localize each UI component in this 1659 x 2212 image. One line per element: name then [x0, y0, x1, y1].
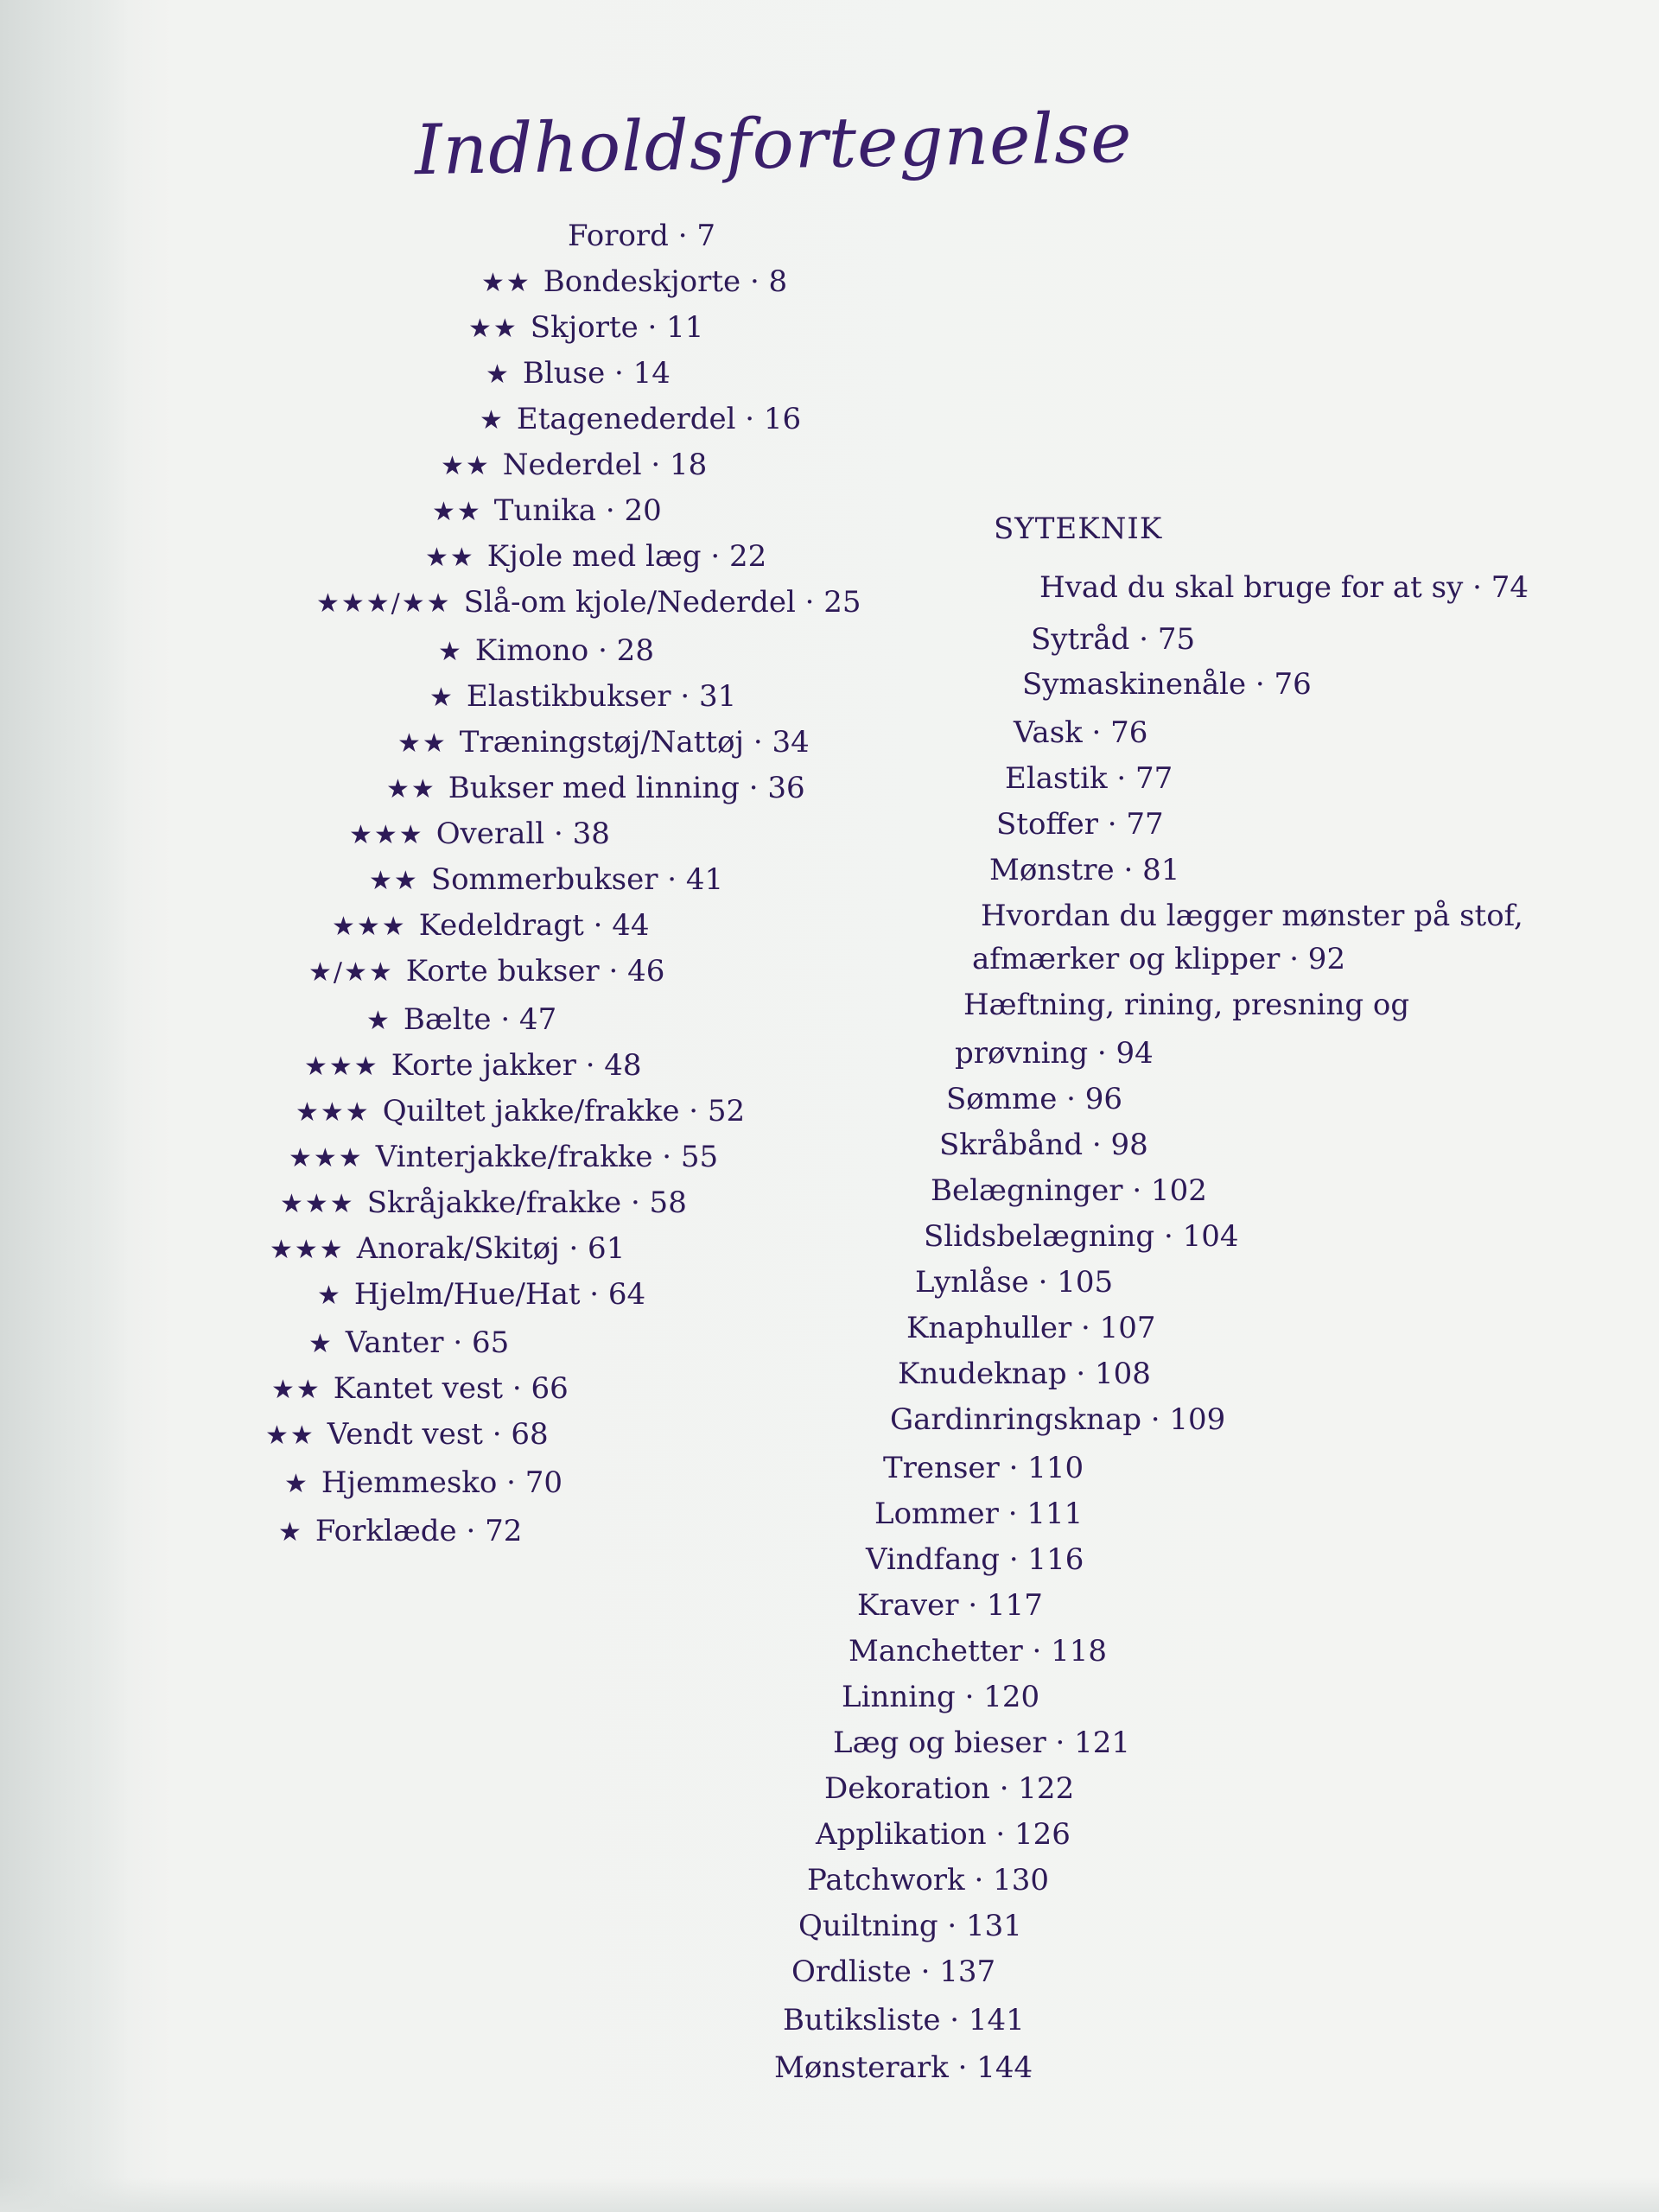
- toc-item: [265, 1417, 549, 1453]
- difficulty-stars: ★★★: [349, 820, 424, 850]
- toc-item: [386, 771, 805, 807]
- toc-item: [429, 679, 736, 715]
- toc-item: [289, 1140, 718, 1176]
- difficulty-stars: ★★★/★★: [316, 588, 452, 619]
- toc-item: [432, 493, 662, 530]
- page-title: Indholdsfortegnelse: [414, 97, 1134, 191]
- toc-item-label: Kantet vest · 66: [333, 1371, 569, 1406]
- toc-item-label: Forord · 7: [568, 219, 715, 253]
- difficulty-stars: ★★: [468, 314, 518, 344]
- difficulty-stars: ★★: [432, 497, 482, 527]
- toc-item: prøvning · 94: [955, 1036, 1154, 1071]
- toc-item-label: Kimono · 28: [474, 633, 654, 668]
- toc-item: [486, 356, 671, 392]
- toc-item: Manchetter · 118: [849, 1634, 1108, 1669]
- toc-item: Applikation · 126: [816, 1817, 1071, 1852]
- toc-item: Linning · 120: [842, 1680, 1040, 1714]
- toc-item: [270, 1231, 625, 1268]
- difficulty-stars: ★★★: [270, 1235, 345, 1265]
- toc-item-label: Kjole med læg · 22: [486, 539, 767, 574]
- toc-item: [278, 1514, 522, 1550]
- toc-item: Knudeknap · 108: [898, 1357, 1151, 1391]
- toc-item: Trenser · 110: [883, 1451, 1084, 1485]
- toc-item: Skråbånd · 98: [939, 1128, 1148, 1162]
- toc-item: Vask · 76: [1014, 715, 1148, 750]
- difficulty-stars: ★: [278, 1517, 303, 1548]
- difficulty-stars: ★: [366, 1006, 391, 1036]
- toc-item-label: Træningstøj/Nattøj · 34: [459, 725, 810, 760]
- difficulty-stars: ★★: [271, 1375, 321, 1405]
- toc-item: Patchwork · 130: [807, 1863, 1049, 1897]
- toc-item-label: Forklæde · 72: [315, 1514, 523, 1548]
- toc-item: Hvad du skal bruge for at sy · 74: [1039, 570, 1529, 605]
- difficulty-stars: ★★: [441, 451, 491, 481]
- toc-item-label: Elastikbukser · 31: [466, 679, 737, 714]
- toc-item: afmærker og klipper · 92: [972, 942, 1346, 976]
- toc-item: Gardinringsknap · 109: [890, 1402, 1226, 1437]
- toc-item: [397, 725, 810, 761]
- toc-item-label: Vanter · 65: [345, 1325, 510, 1360]
- toc-item-label: Vendt vest · 68: [327, 1417, 549, 1452]
- difficulty-stars: ★: [284, 1469, 309, 1499]
- toc-item-label: Bukser med linning · 36: [448, 771, 805, 805]
- toc-item: [369, 862, 723, 899]
- toc-item: [317, 1277, 645, 1313]
- toc-item: [366, 1002, 556, 1039]
- toc-item: Lynlåse · 105: [915, 1265, 1114, 1300]
- toc-item: Quiltning · 131: [798, 1909, 1022, 1943]
- difficulty-stars: ★★: [265, 1421, 315, 1451]
- toc-item-label: Hjelm/Hue/Hat · 64: [353, 1277, 646, 1312]
- toc-item-label: Vinterjakke/frakke · 55: [375, 1140, 719, 1174]
- difficulty-stars: ★: [308, 1329, 334, 1359]
- difficulty-stars: ★★: [369, 866, 419, 896]
- toc-item: Slidsbelægning · 104: [924, 1219, 1239, 1254]
- toc-item: [349, 817, 610, 853]
- toc-item: Sømme · 96: [946, 1082, 1123, 1116]
- difficulty-stars: ★★★: [304, 1052, 379, 1082]
- toc-item: Belægninger · 102: [931, 1173, 1207, 1208]
- difficulty-stars: ★: [480, 405, 505, 435]
- toc-item: Knaphuller · 107: [906, 1311, 1156, 1345]
- toc-item-label: Korte bukser · 46: [405, 954, 665, 988]
- toc-item-label: Etagenederdel · 16: [516, 402, 802, 436]
- toc-item: [308, 954, 664, 990]
- toc-item: Symaskinenåle · 76: [1022, 667, 1312, 702]
- toc-item: [280, 1185, 687, 1222]
- difficulty-stars: ★★★: [280, 1189, 355, 1219]
- toc-item: Dekoration · 122: [824, 1771, 1075, 1806]
- toc-item: Elastik · 77: [1005, 761, 1173, 796]
- toc-item-label: Tunika · 20: [493, 493, 662, 528]
- difficulty-stars: ★★★: [289, 1143, 364, 1173]
- difficulty-stars: ★: [486, 359, 511, 390]
- toc-item-label: Sommerbukser · 41: [430, 862, 724, 897]
- toc-item: [441, 448, 707, 484]
- section-heading-syteknik: SYTEKNIK: [994, 512, 1163, 546]
- toc-item: Mønstre · 81: [989, 853, 1180, 887]
- toc-item-label: Hjemmesko · 70: [321, 1465, 563, 1500]
- toc-item: [438, 633, 654, 670]
- toc-item: Sytråd · 75: [1031, 622, 1196, 657]
- difficulty-stars: ★★: [425, 543, 475, 573]
- toc-item: [556, 219, 715, 255]
- difficulty-stars: ★★: [481, 268, 531, 298]
- difficulty-stars: ★★★: [296, 1097, 371, 1128]
- toc-item: Mønsterark · 144: [774, 2050, 1033, 2085]
- toc-item: [468, 310, 703, 346]
- toc-item: [332, 908, 649, 944]
- book-gutter-shadow: [0, 0, 130, 2212]
- toc-item-label: Skråjakke/frakke · 58: [366, 1185, 687, 1220]
- toc-item: Vindfang · 116: [866, 1542, 1084, 1577]
- toc-item: [304, 1048, 642, 1084]
- toc-item: [481, 264, 787, 301]
- difficulty-stars: ★: [429, 683, 454, 713]
- toc-item: [296, 1094, 745, 1130]
- toc-item: Ordliste · 137: [791, 1955, 996, 1989]
- toc-item-label: Anorak/Skitøj · 61: [356, 1231, 626, 1266]
- toc-item-label: Bondeskjorte · 8: [543, 264, 788, 299]
- difficulty-stars: ★★★: [332, 912, 407, 942]
- toc-item: Lommer · 111: [874, 1497, 1084, 1531]
- difficulty-stars: ★: [438, 637, 463, 667]
- page-bottom-shadow: [0, 2177, 1659, 2212]
- toc-item-label: Quiltet jakke/frakke · 52: [382, 1094, 746, 1128]
- toc-item-label: Slå-om kjole/Nederdel · 25: [463, 585, 861, 620]
- toc-item: [425, 539, 766, 575]
- difficulty-stars: ★★: [386, 774, 436, 804]
- difficulty-stars: ★/★★: [308, 957, 394, 988]
- toc-item-label: Kedeldragt · 44: [418, 908, 650, 943]
- toc-item: [308, 1325, 509, 1362]
- toc-item-label: Bluse · 14: [522, 356, 671, 391]
- toc-item-label: Skjorte · 11: [530, 310, 704, 345]
- toc-item: Hæftning, rining, presning og: [963, 988, 1410, 1022]
- toc-item: [480, 402, 801, 438]
- difficulty-stars: ★★: [397, 728, 448, 759]
- toc-item: Butiksliste · 141: [783, 2003, 1025, 2037]
- toc-item-label: Bælte · 47: [403, 1002, 557, 1037]
- toc-item: [284, 1465, 563, 1502]
- toc-item: Hvordan du lægger mønster på stof,: [981, 899, 1523, 933]
- toc-item: Læg og bieser · 121: [833, 1726, 1131, 1760]
- toc-item-label: Nederdel · 18: [502, 448, 708, 482]
- toc-item-label: Korte jakker · 48: [391, 1048, 642, 1083]
- toc-item: [271, 1371, 569, 1408]
- toc-item: Stoffer · 77: [996, 807, 1164, 842]
- toc-item: [316, 585, 861, 621]
- toc-item: Kraver · 117: [857, 1588, 1043, 1623]
- difficulty-stars: ★: [317, 1281, 342, 1311]
- toc-item-label: Overall · 38: [435, 817, 610, 851]
